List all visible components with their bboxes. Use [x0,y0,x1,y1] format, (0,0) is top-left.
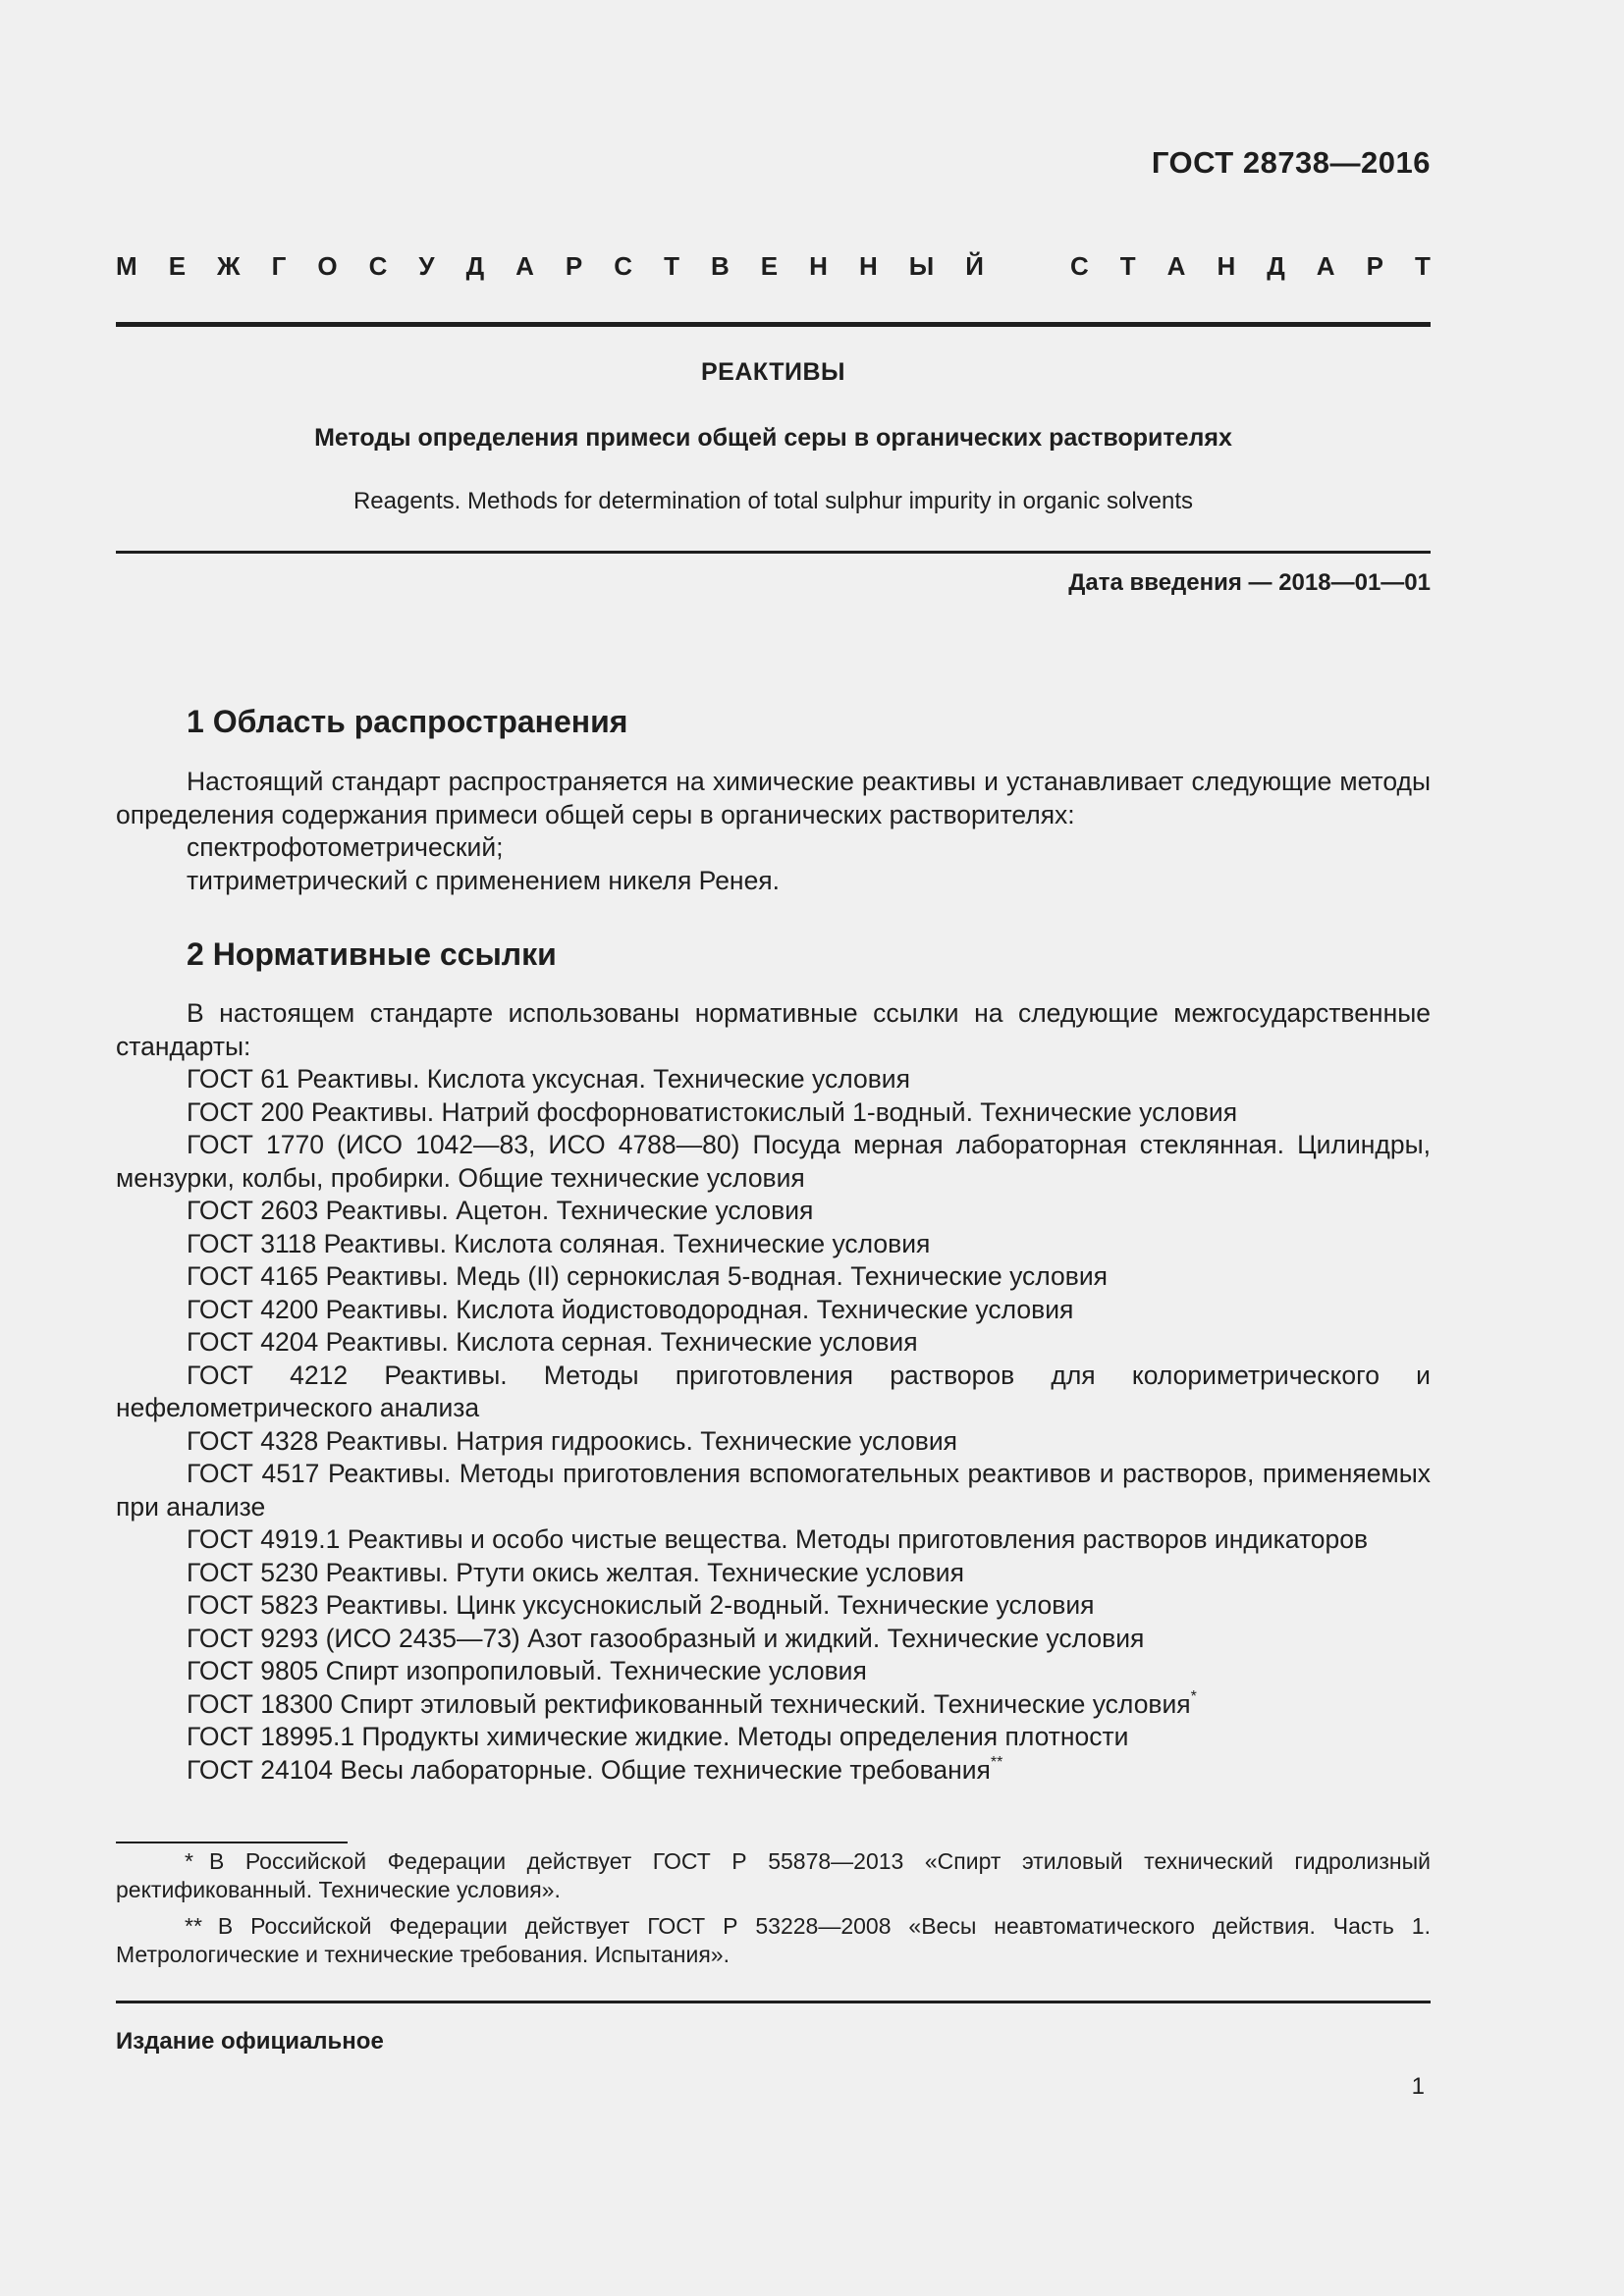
reference-text: ГОСТ 18995.1 Продукты химические жидкие. Методы определения плотности [187,1722,1129,1751]
standard-type-letter: В [710,251,730,281]
reference-text: ГОСТ 1770 (ИСО 1042—83, ИСО 4788—80) Посуда мерная лабораторная стеклянная. Цилиндры, мензурки, колбы, пробирки. Общие технические условия [116,1130,1431,1193]
reference-item [116,1294,1431,1327]
reference-text: ГОСТ 5823 Реактивы. Цинк уксуснокислый 2-водный. Технические условия [187,1590,1095,1620]
standard-type-letter: Ы [908,251,935,281]
standard-type-letter: Т [664,251,679,281]
standard-type-letter: Т [1414,251,1431,281]
reference-text: ГОСТ 4328 Реактивы. Натрия гидроокись. Технические условия [187,1425,958,1456]
reference-text: ГОСТ 4212 Реактивы. Методы приготовления растворов для колориметрического и нефелометрического анализа [116,1360,1431,1422]
standard-type-letter: Г [271,251,287,281]
footnote-mark: ** [185,1913,202,1939]
reference-item [116,1458,1431,1523]
reference-item [116,1721,1431,1754]
reference-item [116,1096,1431,1130]
reference-item [116,1754,1431,1788]
section-1-paragraph: спектрофотометрический; [187,832,504,862]
footnote [116,1847,1431,1904]
footnote-marker: ** [990,1753,1003,1771]
reference-text: ГОСТ 24104 Весы лабораторные. Общие технические требования [187,1754,991,1785]
reference-text: ГОСТ 4517 Реактивы. Методы приготовления вспомогательных реактивов и растворов, применяемых при анализе [116,1459,1431,1522]
word-gap [1015,251,1039,282]
standard-type-letter: У [418,251,435,281]
document-page [116,0,1431,2296]
standard-type-letter: Р [1366,251,1383,281]
section-2-intro: В настоящем стандарте использованы нормативные ссылки на следующие межгосударственные стандарты: [116,998,1431,1061]
standard-type-letter: О [317,251,338,281]
standard-type-letter: А [1166,251,1186,281]
title-rule-bottom [116,551,1431,554]
standard-type-letter: Ж [217,251,241,281]
reference-text: ГОСТ 61 Реактивы. Кислота уксусная. Технические условия [187,1064,910,1094]
reference-item [116,1623,1431,1656]
doc-subtitle: Методы определения примеси общей серы в органических растворителях [314,424,1232,452]
header-rule-top [116,322,1431,327]
reference-item [116,1326,1431,1360]
reference-item [116,1425,1431,1459]
standard-type-letter: А [1316,251,1335,281]
reference-text: ГОСТ 9293 (ИСО 2435—73) Азот газообразный и жидкий. Технические условия [187,1623,1145,1653]
section-1-heading: 1 Область распространения [187,704,628,739]
footnote-text: В Российской Федерации действует ГОСТ Р 55878—2013 «Спирт этиловый технический гидролизный ректификованный. Технические условия». [116,1848,1431,1902]
standard-type-letter: Р [565,251,583,281]
reference-item [116,1589,1431,1623]
standard-type-letter: Е [168,251,187,281]
footnote [116,1912,1431,1969]
footnote-text: В Российской Федерации действует ГОСТ Р 53228—2008 «Весы неавтоматического действия. Часть 1. Метрологические и технические требования. Испытания». [116,1913,1431,1967]
reference-item [116,1063,1431,1096]
reference-item [116,1228,1431,1261]
reference-item [116,1260,1431,1294]
reference-text: ГОСТ 200 Реактивы. Натрий фосфорноватистокислый 1-водный. Технические условия [187,1096,1238,1127]
doc-title: РЕАКТИВЫ [700,358,846,386]
footnotes [116,1847,1431,1977]
reference-text: ГОСТ 4200 Реактивы. Кислота йодистоводородная. Технические условия [187,1294,1074,1324]
standard-type-letter: А [515,251,534,281]
doc-number: ГОСТ 28738—2016 [1151,145,1431,180]
doc-title-english: Reagents. Methods for determination of total sulphur impurity in organic solvents [352,488,1194,514]
standard-type-heading [116,251,1431,282]
reference-item [116,1360,1431,1425]
standard-type-letter: Д [1267,251,1285,281]
standard-type-letter: Н [858,251,878,281]
reference-text: ГОСТ 4204 Реактивы. Кислота серная. Технические условия [187,1327,918,1357]
reference-text: ГОСТ 4919.1 Реактивы и особо чистые вещества. Методы приготовления растворов индикаторов [187,1524,1369,1554]
reference-item [116,1523,1431,1557]
reference-item [116,1557,1431,1590]
footer-rule [116,2001,1431,2003]
reference-text: ГОСТ 2603 Реактивы. Ацетон. Технические условия [187,1196,814,1225]
footnote-rule [116,1842,348,1843]
standard-type-letter: С [614,251,633,281]
standard-type-letter: Й [965,251,984,281]
section-2-heading: 2 Нормативные ссылки [187,936,557,972]
reference-text: ГОСТ 9805 Спирт изопропиловый. Технические условия [187,1656,867,1685]
standard-type-letter: Т [1119,251,1136,281]
section-1-paragraph: Настоящий стандарт распространяется на химические реактивы и устанавливает следующие методы определения содержания примеси общей серы в органических растворителях: [116,767,1431,829]
standard-type-letter: С [368,251,388,281]
standard-type-letter: Н [809,251,828,281]
standard-type-letter: Е [760,251,779,281]
standard-type-letter: С [1069,251,1089,281]
reference-item [116,1655,1431,1688]
reference-text: ГОСТ 18300 Спирт этиловый ректификованный технический. Технические условия [187,1688,1191,1719]
section-1-paragraph: титриметрический с применением никеля Ренея. [187,865,781,895]
footnote-marker: * [1190,1687,1197,1705]
page-number: 1 [1411,2073,1425,2100]
reference-item [116,1129,1431,1195]
reference-text: ГОСТ 4165 Реактивы. Медь (II) сернокислая 5-водная. Технические условия [187,1261,1108,1291]
reference-text: ГОСТ 3118 Реактивы. Кислота соляная. Технические условия [187,1228,931,1258]
standard-type-letter: Н [1217,251,1236,281]
standard-type-letter: Д [465,251,485,281]
edition-label: Издание официальное [116,2028,384,2055]
reference-item [116,1688,1431,1722]
reference-text: ГОСТ 5230 Реактивы. Ртути окись желтая. Технические условия [187,1557,964,1587]
footnote-mark: * [185,1848,193,1874]
standard-type-letter: М [116,251,137,281]
section-1-body [116,766,1431,897]
reference-item [116,1195,1431,1228]
intro-date: Дата введения — 2018—01—01 [1068,569,1431,596]
section-2-body [116,997,1431,1787]
